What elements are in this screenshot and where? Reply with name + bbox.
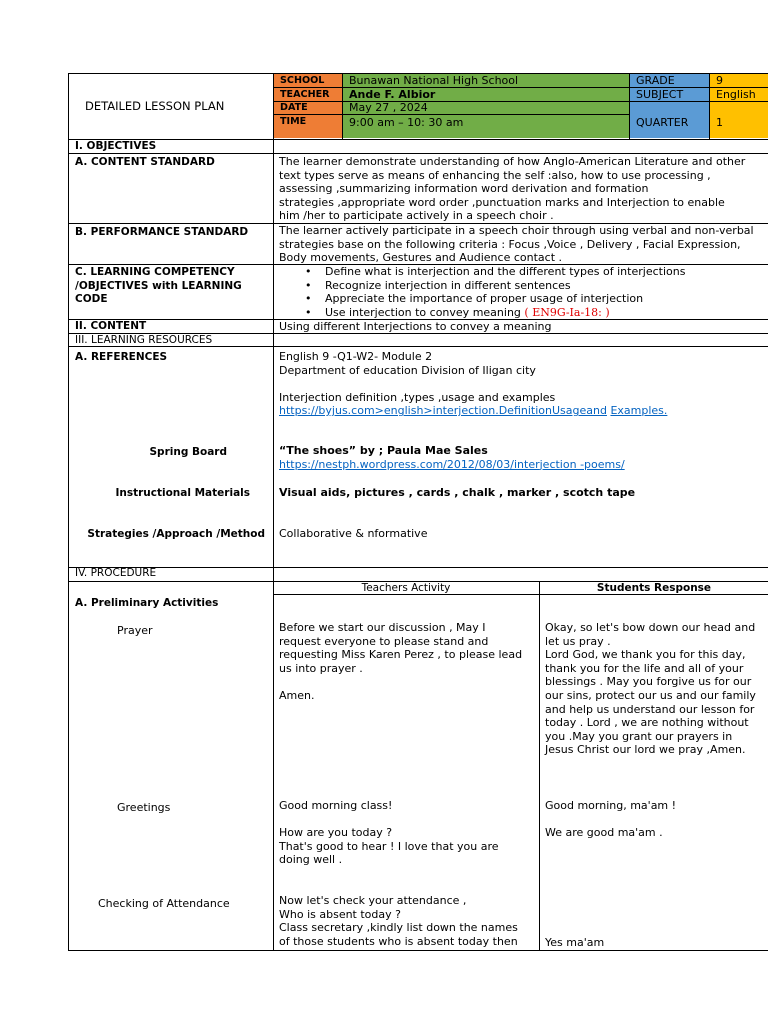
learning-resources-heading: III. LEARNING RESOURCES bbox=[75, 334, 213, 346]
hdr-v1 bbox=[342, 73, 343, 139]
prayer-student: Okay, so let's bow down our head and let us pray . Lord God, we thank you for this day, thank you for the life and all of your blessings . May you forgive us for our our sins, protect our us and our family and help us understand our lesson for today . Lord , we are nothing without you .May you grant our prayers in Jesus Christ our lord we pray ,Amen. bbox=[545, 621, 756, 757]
students-response-header: Students Response bbox=[596, 582, 712, 594]
competency-list bbox=[274, 265, 768, 319]
spring-board-label: Spring Board bbox=[149, 446, 227, 458]
content-standard-text: The learner demonstrate understanding of how Anglo-American Literature and other text types serve as means of enhancing the self :also, how to use processing , assessing ,summarizing information word derivation and formation strategies ,appropriate word order ,punctuation marks and Interjection to enable him /her to participate actively in a speech choir . bbox=[279, 155, 746, 223]
time-value: 9:00 am – 10: 30 am bbox=[349, 116, 464, 129]
strategies-label: Strategies /Approach /Method bbox=[87, 528, 265, 540]
performance-standard-text: The learner actively participate in a speech choir through using verbal and non-verbal strategies base on the following criteria : Focus ,Voice , Delivery , Facial Expression, Body movements, Gestures and Audience contact . bbox=[279, 224, 754, 265]
greetings-label: Greetings bbox=[117, 801, 171, 814]
grade-value: 9 bbox=[716, 74, 723, 87]
hdr-v3 bbox=[709, 73, 710, 139]
list-item: • Recognize interjection in different sentences bbox=[325, 279, 763, 293]
quarter-value: 1 bbox=[716, 116, 723, 129]
content-value: Using different Interjections to convey a meaning bbox=[279, 320, 552, 333]
quarter-label: QUARTER bbox=[636, 116, 689, 129]
row-line bbox=[68, 153, 768, 154]
date-value: May 27 , 2024 bbox=[349, 101, 428, 114]
references-text: English 9 -Q1-W2- Module 2 Department of education Division of Iligan city Interjection definition ,types ,usage and examples https://byjus.com>english>interjection.DefinitionUsageand Examples. bbox=[279, 350, 668, 418]
procedure-heading: IV. PROCEDURE bbox=[75, 567, 157, 579]
school-label: SCHOOL bbox=[280, 75, 325, 86]
subject-label: SUBJECT bbox=[636, 88, 684, 101]
teacher-label: TEACHER bbox=[280, 89, 330, 100]
grade-label: GRADE bbox=[636, 74, 675, 87]
competency-code: ( EN9G-Ia-18: ) bbox=[524, 305, 610, 319]
date-label: DATE bbox=[280, 102, 308, 113]
reference-link-examples[interactable]: Examples. bbox=[610, 404, 668, 418]
prayer-teacher: Before we start our discussion , May I request everyone to please stand and requesting Miss Karen Perez , to please lead us into prayer . Amen. bbox=[279, 621, 523, 702]
time-label: TIME bbox=[280, 116, 307, 127]
attendance-teacher: Now let's check your attendance , Who is absent today ? Class secretary ,kindly list down the names of those students who is absent today then bbox=[279, 894, 518, 948]
content-label: II. CONTENT bbox=[75, 320, 147, 332]
attendance-label: Checking of Attendance bbox=[98, 897, 230, 910]
attendance-student: Yes ma'am bbox=[545, 936, 605, 949]
materials-label: Instructional Materials bbox=[115, 487, 250, 499]
teachers-activity-header: Teachers Activity bbox=[361, 582, 451, 594]
border-bottom bbox=[68, 950, 768, 951]
materials-value: Visual aids, pictures , cards , chalk , marker , scotch tape bbox=[279, 486, 636, 499]
list-item: • Use interjection to convey meaning ( EN9G-Ia-18: ) bbox=[325, 306, 763, 320]
references-label: A. REFERENCES bbox=[75, 351, 168, 363]
list-item: • Appreciate the importance of proper usage of interjection bbox=[325, 292, 763, 306]
list-item: • Define what is interjection and the different types of interjections bbox=[325, 265, 763, 279]
page-title: DETAILED LESSON PLAN bbox=[85, 99, 225, 113]
spring-board-text: “The shoes” by ; Paula Mae Sales https://nestph.wordpress.com/2012/08/03/interjection -poems/ bbox=[279, 444, 625, 471]
competency-label: C. LEARNING COMPETENCY /OBJECTIVES with LEARNING CODE bbox=[75, 266, 242, 306]
objectives-heading: I. OBJECTIVES bbox=[75, 140, 157, 152]
school-value: Bunawan National High School bbox=[349, 74, 519, 87]
strategies-value: Collaborative & nformative bbox=[279, 527, 428, 540]
prayer-label: Prayer bbox=[117, 624, 153, 637]
content-standard-label: A. CONTENT STANDARD bbox=[75, 156, 215, 168]
teacher-value: Ande F. Albior bbox=[349, 88, 436, 101]
poem-link[interactable]: https://nestph.wordpress.com/2012/08/03/interjection -poems/ bbox=[279, 457, 625, 471]
hdr-v2 bbox=[629, 73, 630, 139]
subject-value: English bbox=[716, 88, 756, 101]
reference-link[interactable]: https://byjus.com>english>interjection.DefinitionUsageand bbox=[279, 404, 607, 418]
border-left bbox=[68, 73, 69, 950]
performance-standard-label: B. PERFORMANCE STANDARD bbox=[75, 226, 249, 238]
preliminary-label: A. Preliminary Activities bbox=[75, 597, 219, 609]
greetings-teacher: Good morning class! How are you today ? That's good to hear ! I love that you are doing well . bbox=[279, 799, 499, 867]
greetings-student: Good morning, ma'am ! We are good ma'am . bbox=[545, 799, 677, 840]
